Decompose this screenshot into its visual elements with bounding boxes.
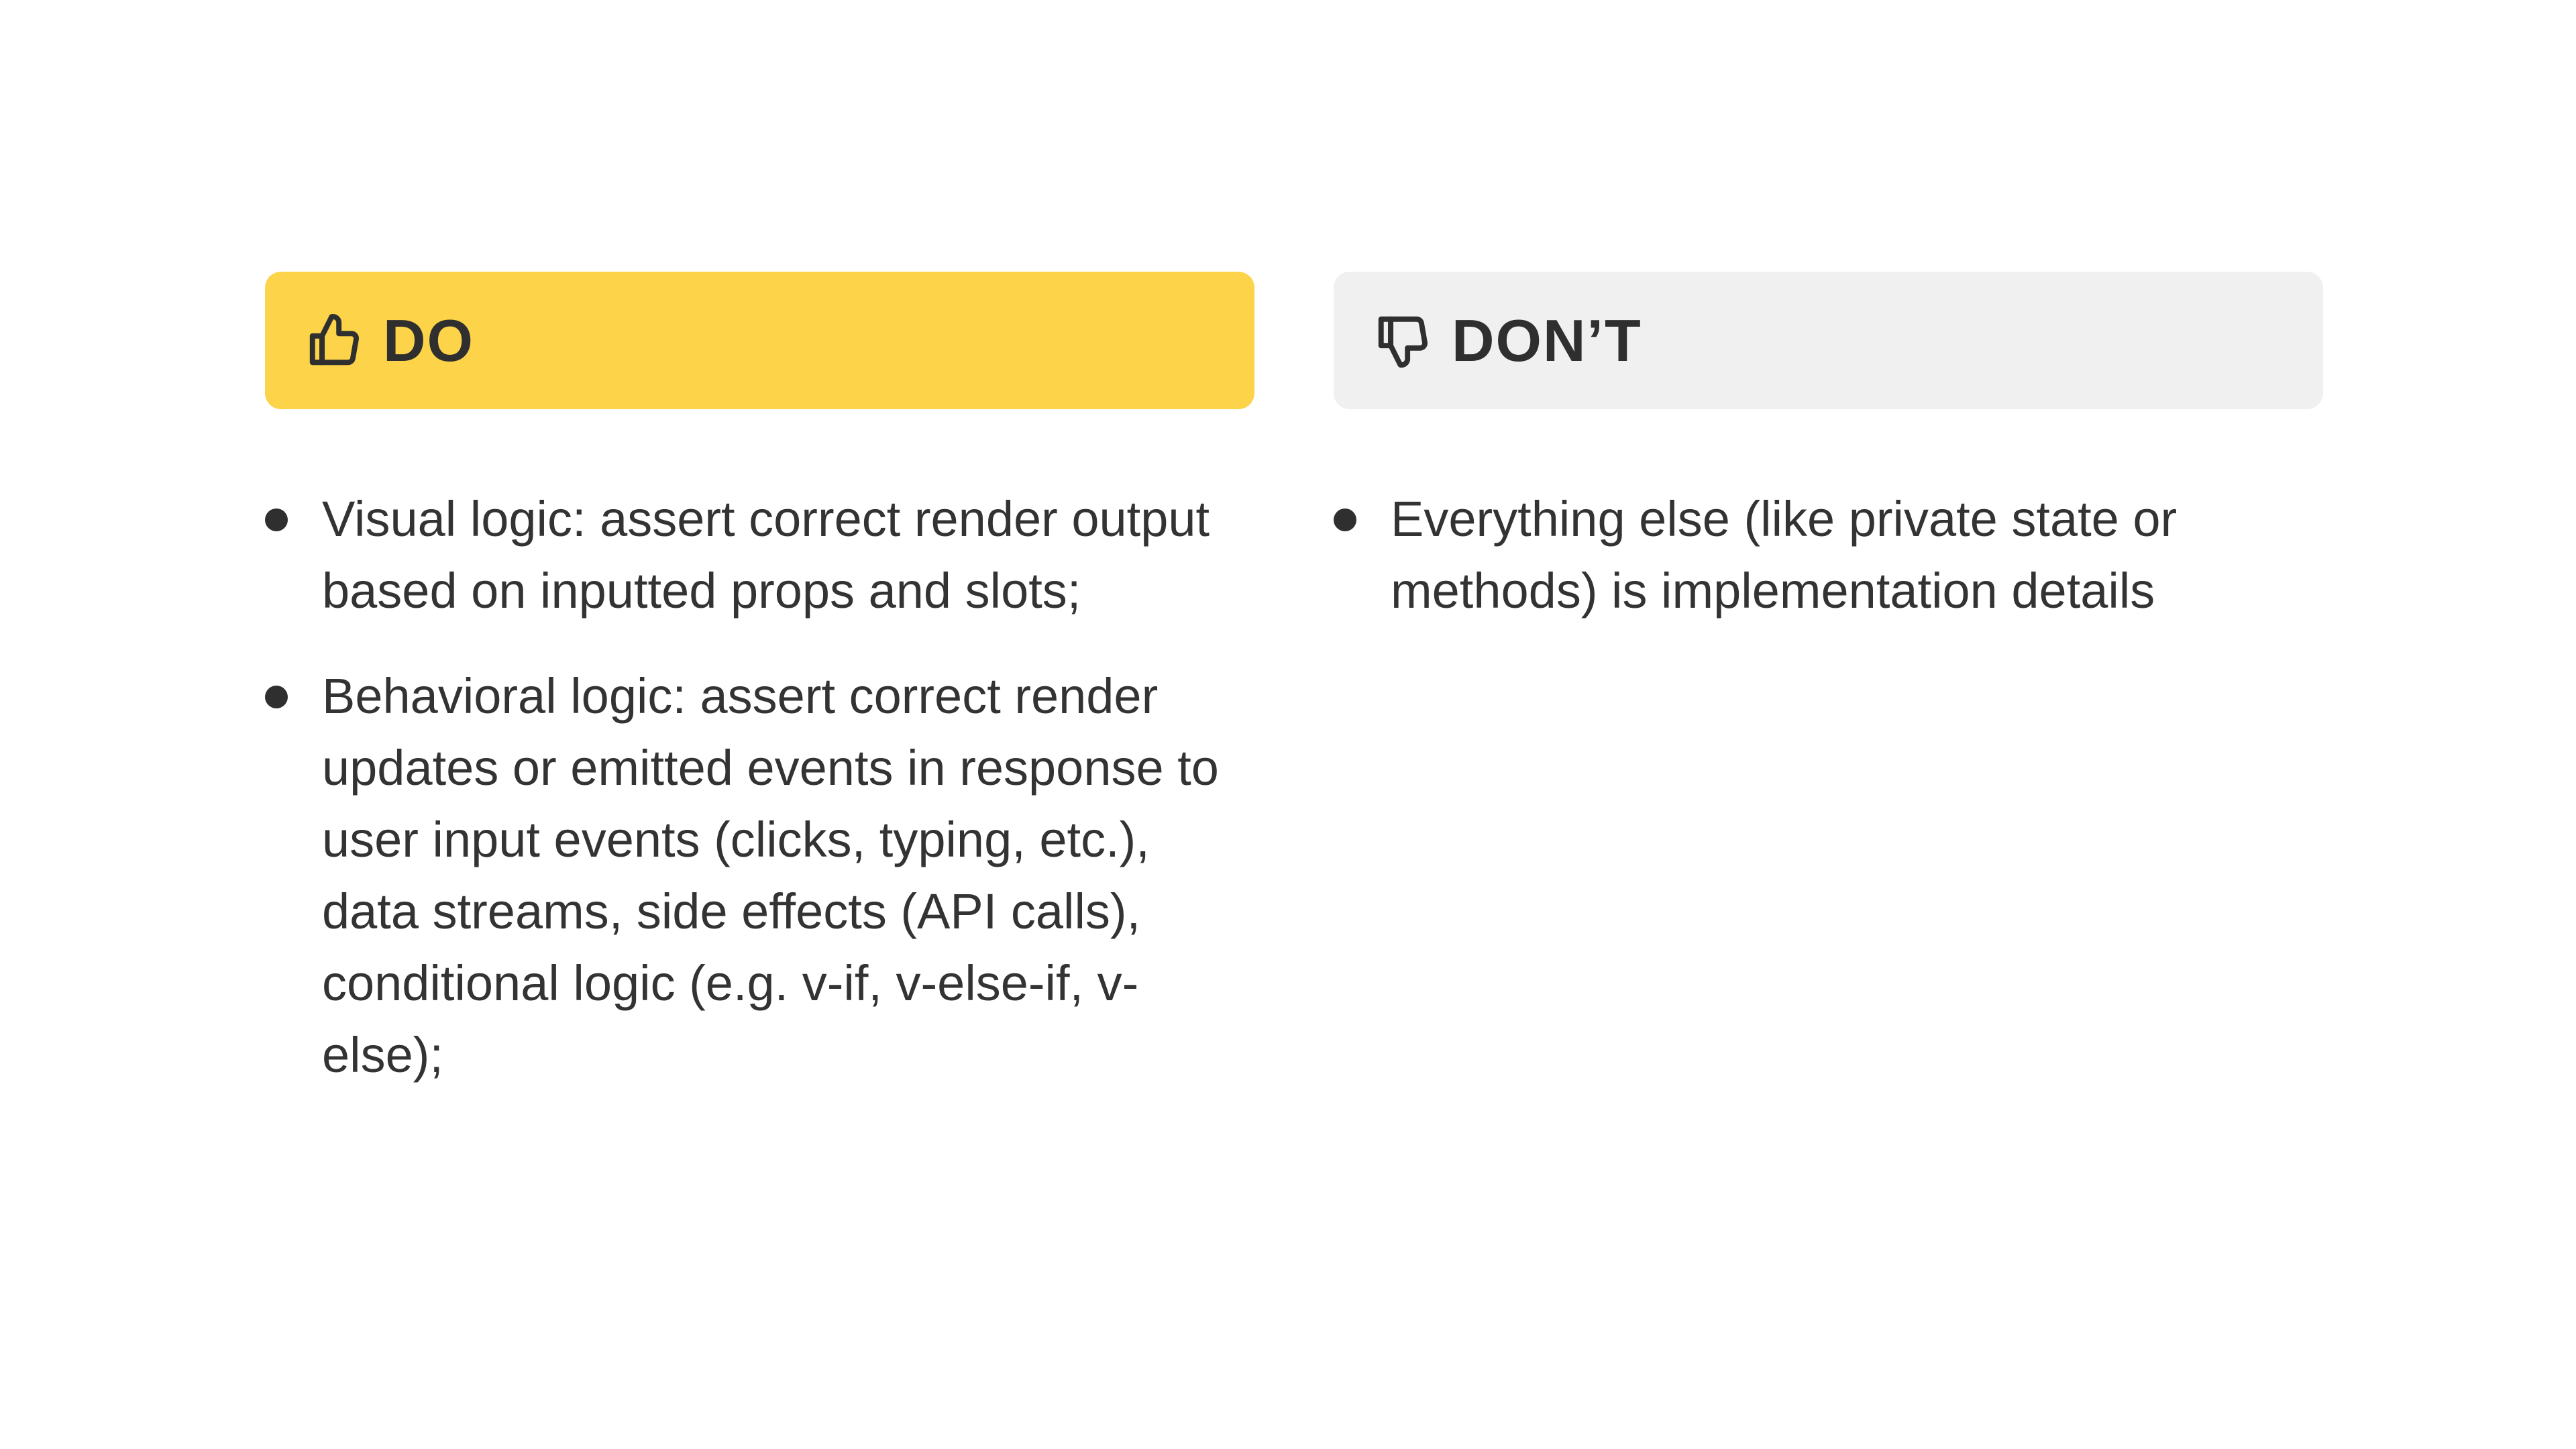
bullet-icon: [265, 686, 288, 708]
bullet-icon: [265, 508, 288, 531]
do-title: DO: [383, 307, 474, 374]
list-item-text: Everything else (like private state or methods) is implementation details: [1391, 491, 2178, 619]
list-item: [1334, 483, 2323, 627]
do-column: [265, 272, 1254, 1124]
do-list: [265, 483, 1254, 1091]
bullet-icon: [1334, 508, 1356, 531]
thumbs-up-icon: [305, 312, 363, 370]
list-item: [265, 660, 1254, 1091]
dont-title: DON’T: [1452, 307, 1642, 374]
dont-header: [1334, 272, 2323, 409]
list-item: [265, 483, 1254, 627]
list-item-text: Visual logic: assert correct render output based on inputted props and slots;: [322, 491, 1210, 619]
thumbs-down-icon: [1374, 312, 1432, 370]
dont-list: [1334, 483, 2323, 627]
list-item-text: Behavioral logic: assert correct render updates or emitted events in response to user input events (clicks, typing, etc.), data streams, side effects (API calls), conditional logic (e.g. v-if, v-else-if, v-else);: [322, 668, 1219, 1083]
do-header: [265, 272, 1254, 409]
dont-column: [1334, 272, 2323, 660]
